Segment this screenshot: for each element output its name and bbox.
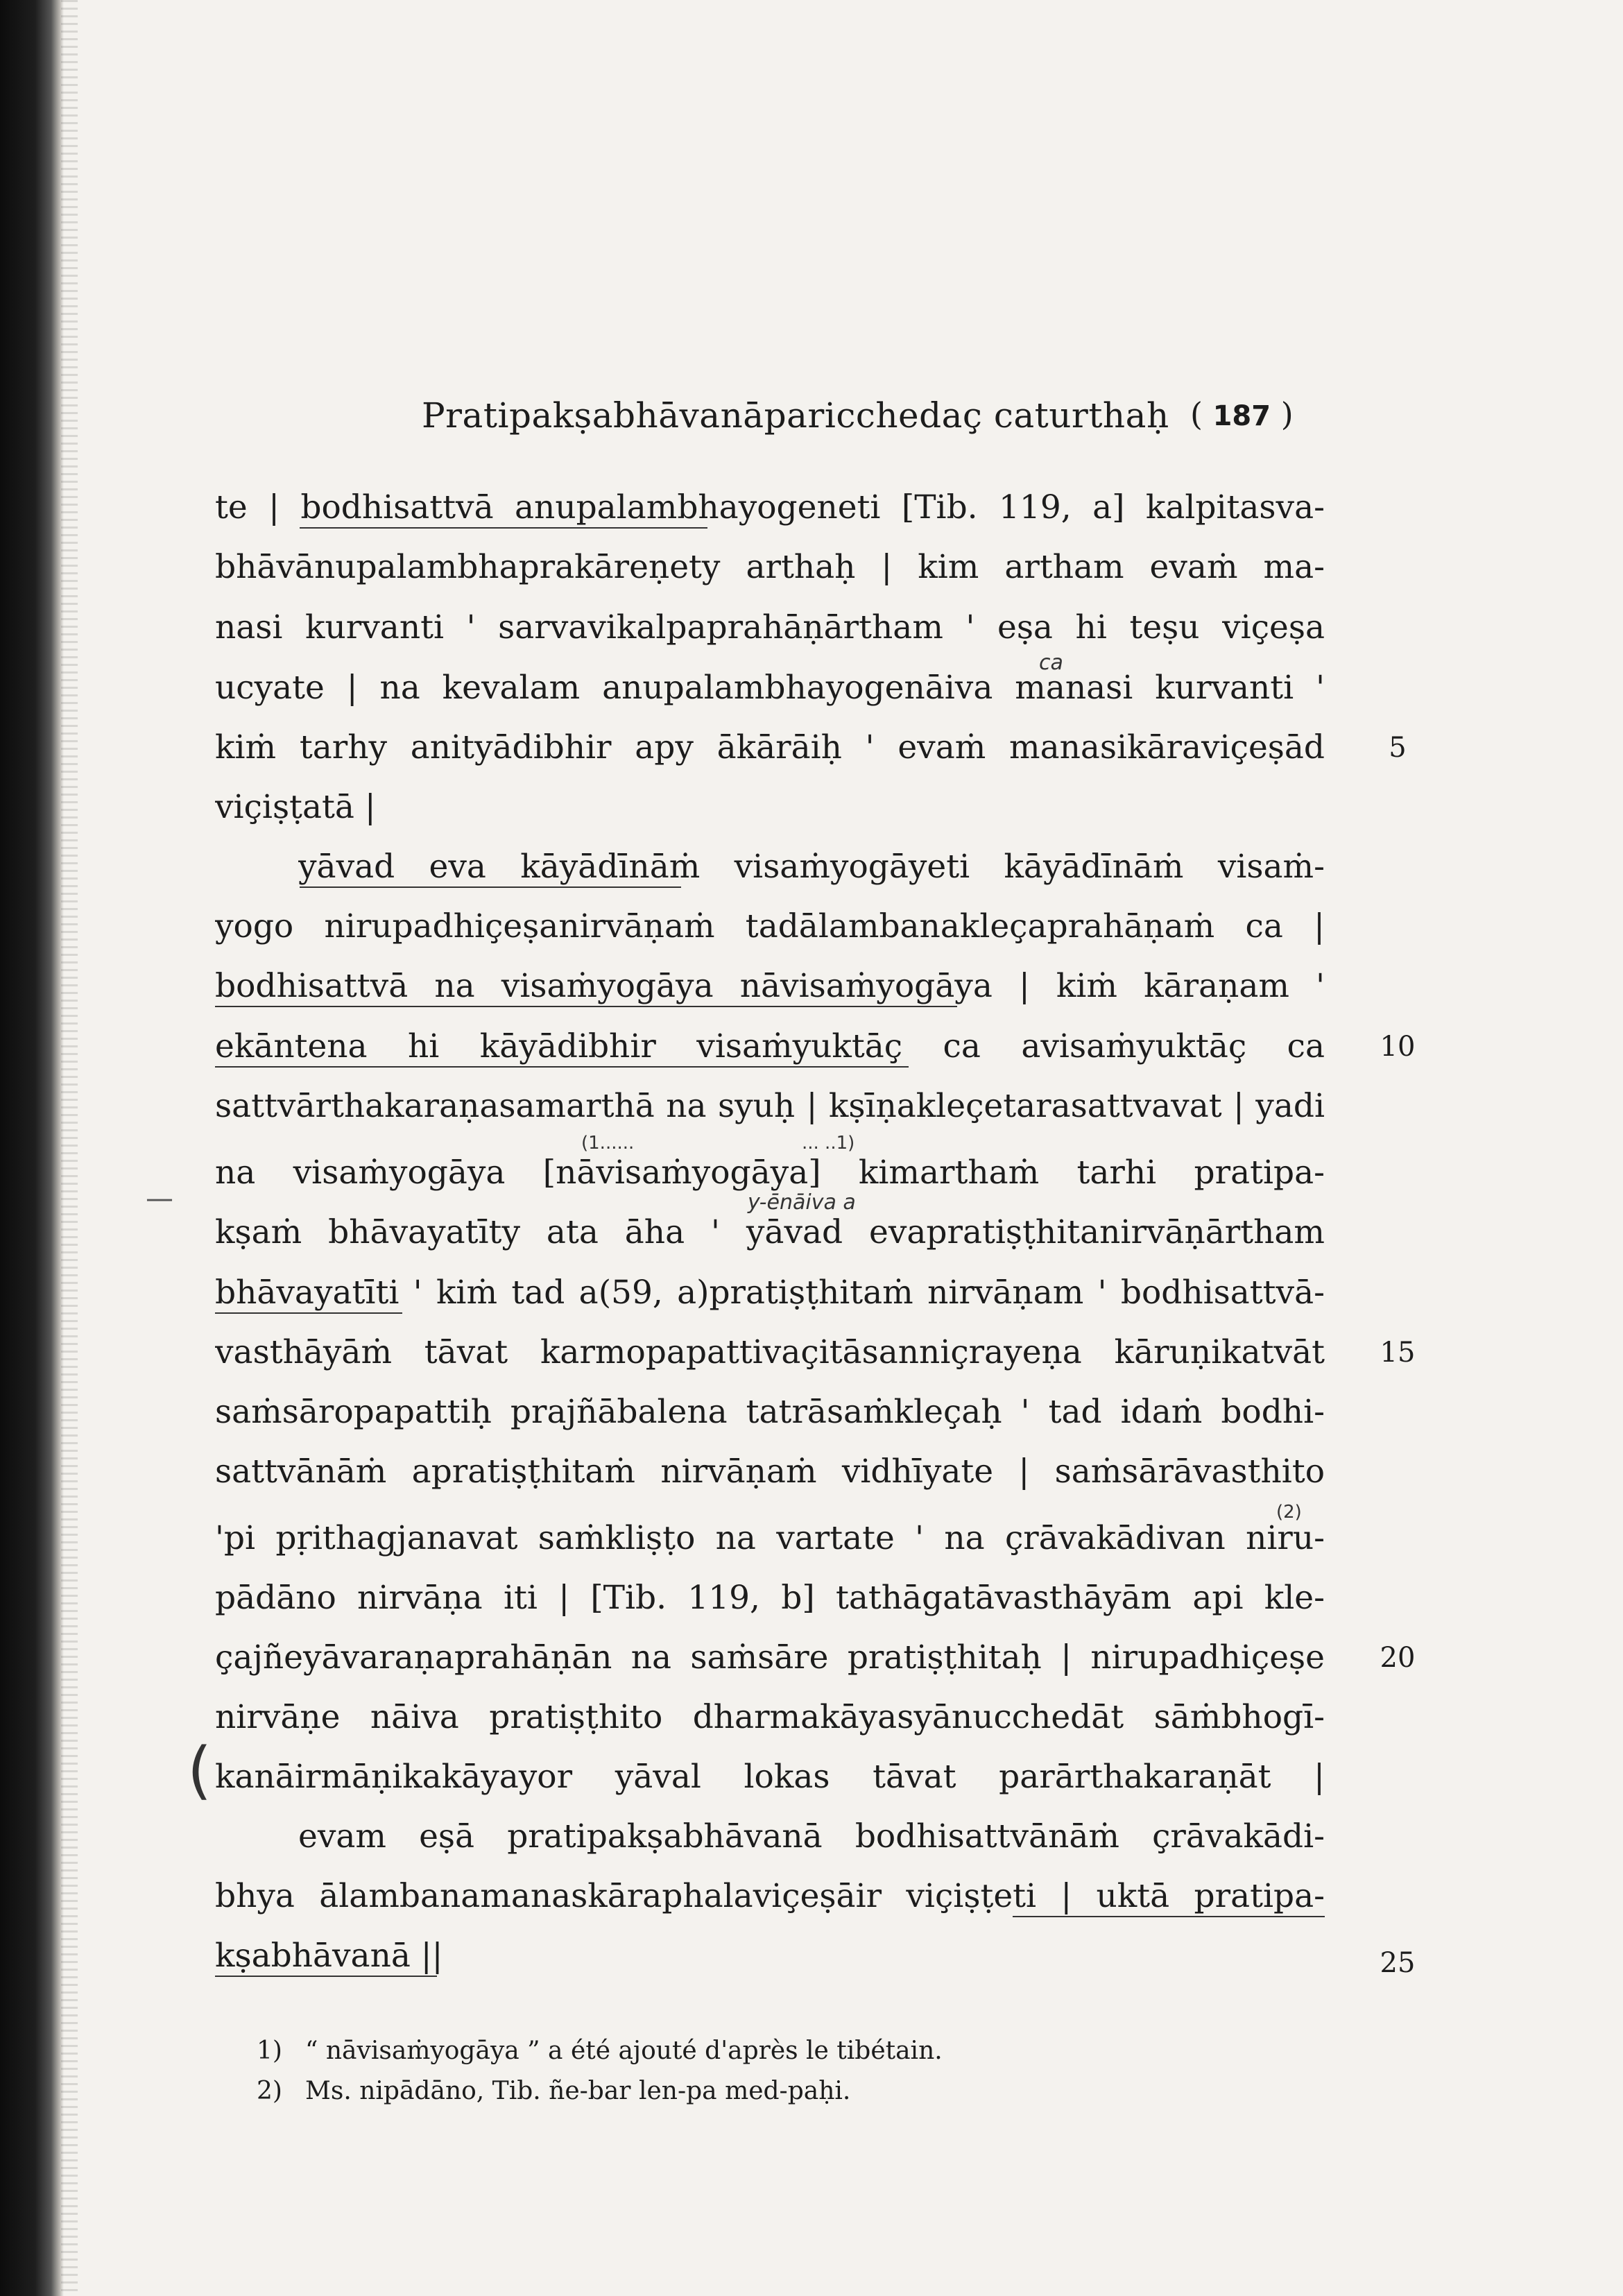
underline: [215, 1066, 909, 1068]
page-number: ( 187 ): [1190, 395, 1294, 433]
text-line: kṣaṁ bhāvayatīty ata āha ' yāvad evapratiṣṭhitanirvāṇārtham: [215, 1213, 1325, 1251]
line-number: 20: [1380, 1642, 1416, 1674]
text-line: nirvāṇe nāiva pratiṣṭhito dharmakāyasyānucchedāt sāṁbhogī-: [215, 1698, 1325, 1736]
text-line: bhya ālambanamanaskāraphalaviçeṣāir viçiṣṭeti | uktā pratipa-: [215, 1877, 1325, 1915]
text-line: yāvad eva kāyādīnāṁ visaṁyogāyeti kāyādīnāṁ visaṁ-: [298, 848, 1325, 886]
text-line: ucyate | na kevalam anupalambhayogenāiva manasi kurvanti ': [215, 669, 1325, 707]
underline: [300, 886, 681, 888]
text-line: sattvārthakaraṇasamarthā na syuḥ | kṣīṇakleçetarasattvavat | yadi: [215, 1087, 1325, 1125]
footnote-text: Ms. nipādāno, Tib. ñe-bar len-pa med-paḥi.: [305, 2077, 851, 2105]
underline: [1013, 1916, 1325, 1917]
underline: [215, 1312, 402, 1314]
margin-bracket: (: [187, 1734, 212, 1807]
text-line: bhāvayatīti ' kiṁ tad a(59, a)pratiṣṭhitaṁ nirvāṇam ' bodhisattvā-: [215, 1274, 1325, 1312]
line-number: 10: [1380, 1031, 1416, 1063]
running-title: Pratipakṣabhāvanāparicchedaç caturthaḥ: [422, 395, 1169, 436]
text-line: pādāno nirvāṇa iti | [Tib. 119, b] tathāgatāvasthāyām api kle-: [215, 1579, 1325, 1617]
margin-dash: —: [146, 1183, 173, 1215]
text-line: kanāirmāṇikakāyayor yāval lokas tāvat parārthakaraṇāt |: [215, 1758, 1325, 1796]
text-line: yogo nirupadhiçeṣanirvāṇaṁ tadālambanakleçaprahāṇaṁ ca |: [215, 907, 1325, 945]
footnote-number: 2): [257, 2077, 282, 2105]
bracket-mark-open: (1......: [581, 1133, 635, 1154]
text-line: evam eṣā pratipakṣabhāvanā bodhisattvānāṁ çrāvakādi-: [298, 1817, 1325, 1856]
handwritten-correction: ca: [1039, 651, 1063, 675]
text-line: nasi kurvanti ' sarvavikalpaprahāṇārtham ' eṣa hi teṣu viçeṣa: [215, 608, 1325, 646]
text-line: te | bodhisattvā anupalambhayogeneti [Tib. 119, a] kalpitasva-: [215, 488, 1325, 526]
footnote-mark-2: (2): [1276, 1502, 1302, 1523]
text-line: bodhisattvā na visaṁyogāya nāvisaṁyogāya | kiṁ kāraṇam ': [215, 967, 1325, 1005]
text-line: sattvānāṁ apratiṣṭhitaṁ nirvāṇaṁ vidhīyate | saṁsārāvasthito: [215, 1453, 1325, 1491]
bracket-mark-close: ... ..1): [802, 1133, 855, 1154]
text-line: vasthāyāṁ tāvat karmopapattivaçitāsanniçrayeṇa kāruṇikatvāt: [215, 1333, 1325, 1371]
line-number: 25: [1380, 1947, 1416, 1979]
footnote-number: 1): [257, 2037, 282, 2065]
underline: [215, 1006, 957, 1007]
text-line: na visaṁyogāya [nāvisaṁyogāya] kimarthaṁ tarhi pratipa-: [215, 1154, 1325, 1192]
footnote: [257, 2034, 1089, 2068]
handwritten-correction: y-ēnāiva a: [748, 1190, 856, 1215]
footnote-text: “ nāvisaṁyogāya ” a été ajouté d'après le tibétain.: [305, 2037, 943, 2065]
page-number-value: 187: [1212, 400, 1271, 432]
line-number: 15: [1380, 1337, 1416, 1369]
underline: [215, 1976, 437, 1977]
text-line: bhāvānupalambhaprakāreṇety arthaḥ | kim artham evaṁ ma-: [215, 548, 1325, 586]
text-line: viçiṣṭatā |: [215, 788, 376, 826]
text-line: 'pi pṛithagjanavat saṁkliṣṭo na vartate ' na çrāvakādivan niru-: [215, 1519, 1325, 1557]
text-line: çajñeyāvaraṇaprahāṇān na saṁsāre pratiṣṭhitaḥ | nirupadhiçeṣe: [215, 1638, 1325, 1677]
underline: [300, 527, 707, 529]
text-line: kṣabhāvanā ||: [215, 1937, 443, 1975]
text-line: ekāntena hi kāyādibhir visaṁyuktāç ca avisaṁyuktāç ca: [215, 1027, 1325, 1065]
line-number: 5: [1389, 732, 1407, 764]
text-line: saṁsāropapattiḥ prajñābalena tatrāsaṁkleçaḥ ' tad idaṁ bodhi-: [215, 1393, 1325, 1431]
footnote: [257, 2074, 1089, 2109]
text-line: kiṁ tarhy anityādibhir apy ākārāiḥ ' evaṁ manasikāraviçeṣād: [215, 728, 1325, 766]
